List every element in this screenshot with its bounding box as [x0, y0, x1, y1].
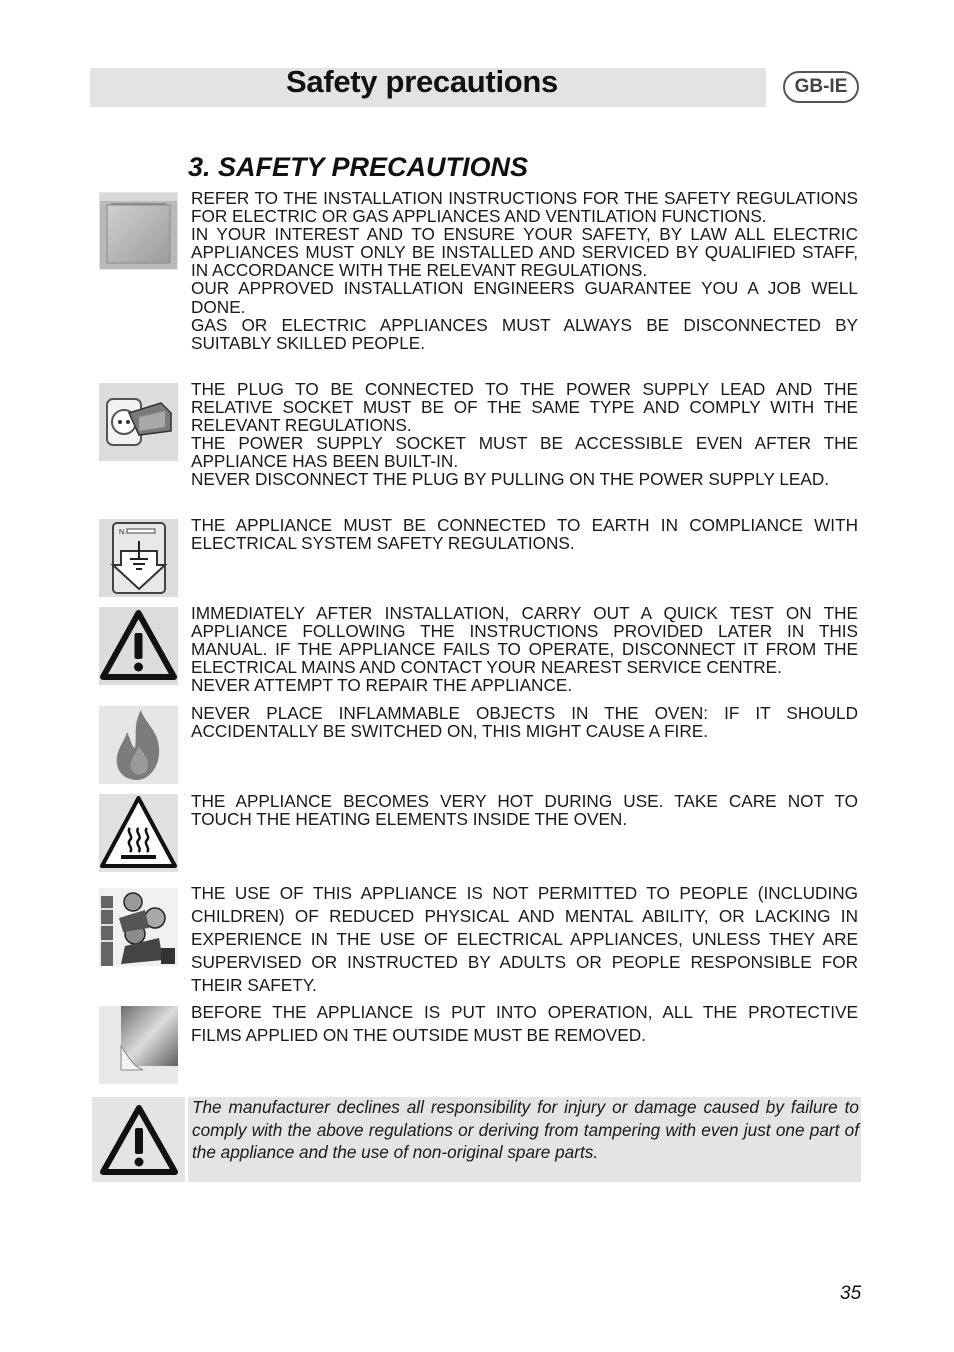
- children-icon: [99, 888, 178, 966]
- disclaimer-text: The manufacturer declines all responsibility for injury or damage caused by failure to comply with the above regulations or deriving from tampering with even just one part of the appliance and the use of non-original spare parts.: [192, 1097, 859, 1162]
- page-number: 35: [840, 1283, 862, 1304]
- page-title: Safety precautions: [286, 64, 558, 99]
- protective-film-icon: [99, 1006, 178, 1084]
- disclaimer-warning-icon: [92, 1097, 185, 1182]
- block-children-text: THE USE OF THIS APPLIANCE IS NOT PERMITTED TO PEOPLE (INCLUDING CHILDREN) OF REDUCED PHYSICAL AND MENTAL ABILITY, OR LACKING IN EXPERIENCE IN THE USE OF ELECTRICAL APPLIANCES, UNLESS THEY ARE SUPERVISED OR INSTRUCTED BY ADULTS OR PEOPLE RESPONSIBLE FOR THEIR SAFETY.: [191, 883, 858, 995]
- earth-ground-icon: [99, 519, 178, 597]
- block-film-text: BEFORE THE APPLIANCE IS PUT INTO OPERATION, ALL THE PROTECTIVE FILMS APPLIED ON THE OUTSIDE MUST BE REMOVED.: [191, 1002, 858, 1045]
- plug-socket-icon: [99, 383, 178, 461]
- hot-surface-icon: [99, 794, 178, 872]
- earth-icon-label: N.: [119, 529, 126, 536]
- block-warning-text: IMMEDIATELY AFTER INSTALLATION, CARRY OUT A QUICK TEST ON THE APPLIANCE FOLLOWING THE INSTRUCTIONS PROVIDED LATER IN THIS MANUAL. IF THE APPLIANCE FAILS TO OPERATE, DISCONNECT IT FROM THE ELECTRICAL MAINS AND CONTACT YOUR NEAREST SERVICE CENTRE. NEVER ATTEMPT TO REPAIR THE APPLIANCE.: [191, 603, 858, 696]
- warning-triangle-icon: [99, 607, 178, 685]
- section-title: 3. SAFETY PRECAUTIONS: [188, 152, 529, 182]
- block-fire-text: NEVER PLACE INFLAMMABLE OBJECTS IN THE OVEN: IF IT SHOULD ACCIDENTALLY BE SWITCHED ON, THIS MIGHT CAUSE A FIRE.: [191, 703, 858, 742]
- oven-icon: [99, 192, 178, 270]
- flame-icon: [99, 706, 178, 784]
- block-oven-text: REFER TO THE INSTALLATION INSTRUCTIONS FOR THE SAFETY REGULATIONS FOR ELECTRIC OR GAS APPLIANCES AND VENTILATION FUNCTIONS. IN YOUR INTEREST AND TO ENSURE YOUR SAFETY, BY LAW ALL ELECTRIC APPLIANCES MUST ONLY BE INSTALLED AND SERVICED BY QUALIFIED STAFF, IN ACCORDANCE WITH THE RELEVANT REGULATIONS. OUR APPROVED INSTALLATION ENGINEERS GUARANTEE YOU A JOB WELL DONE. GAS OR ELECTRIC APPLIANCES MUST ALWAYS BE DISCONNECTED BY SUITABLY SKILLED PEOPLE.: [191, 188, 858, 353]
- block-hot-text: THE APPLIANCE BECOMES VERY HOT DURING USE. TAKE CARE NOT TO TOUCH THE HEATING ELEMENTS INSIDE THE OVEN.: [191, 791, 858, 830]
- language-badge: GB-IE: [783, 71, 859, 103]
- block-earth-text: THE APPLIANCE MUST BE CONNECTED TO EARTH IN COMPLIANCE WITH ELECTRICAL SYSTEM SAFETY REGULATIONS.: [191, 515, 858, 554]
- block-plug-text: THE PLUG TO BE CONNECTED TO THE POWER SUPPLY LEAD AND THE RELATIVE SOCKET MUST BE OF THE SAME TYPE AND COMPLY WITH THE RELEVANT REGULATIONS. THE POWER SUPPLY SOCKET MUST BE ACCESSIBLE EVEN AFTER THE APPLIANCE HAS BEEN BUILT-IN. NEVER DISCONNECT THE PLUG BY PULLING ON THE POWER SUPPLY LEAD.: [191, 379, 858, 490]
